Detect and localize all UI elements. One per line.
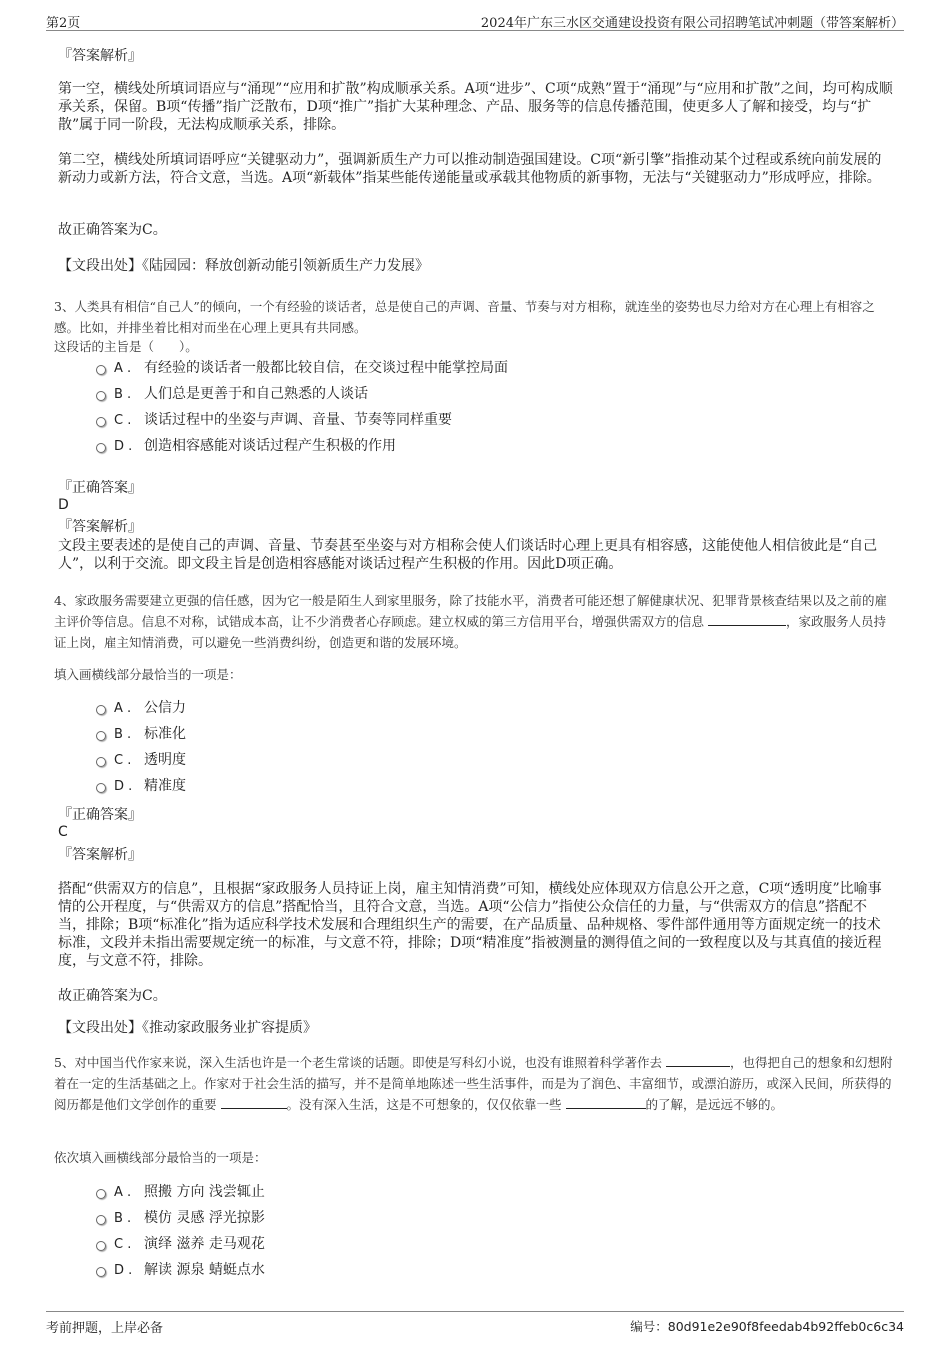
q4-conclusion: 故正确答案为C。 [58, 988, 167, 1004]
radio-icon[interactable] [96, 1267, 106, 1277]
document-id: 编号：80d91e2e90f8feedab4b92ffeb0c6c34 [630, 1319, 904, 1334]
q2-conclusion: 故正确答案为C。 [58, 222, 167, 238]
option-letter: C . [114, 753, 132, 768]
q5-option-a[interactable] [96, 1182, 265, 1202]
radio-icon[interactable] [96, 1241, 106, 1251]
radio-icon[interactable] [96, 1215, 106, 1225]
q5-prompt: 依次填入画横线部分最恰当的一项是： [54, 1150, 267, 1165]
q4-stem-part1: 4、家政服务需要建立更强的信任感，因为它一般是陌生人到家里服务，除了技能水平，消费者可能还想了解健康状况、犯罪背景核查结果以及之前的雇主评价等信息。信息不对称，试错成本高，让不少消费者心存顾虑。建立权威的第三方信用平台，增强供需双方的信息 [54, 593, 887, 629]
option-letter: B . [114, 1211, 132, 1226]
q5-option-d[interactable] [96, 1260, 265, 1280]
q5-stem-d: 的了解，是远远不够的。 [645, 1097, 784, 1112]
option-text: 创造相容感能对谈话过程产生积极的作用 [144, 438, 396, 454]
q4-analysis-label: 『答案解析』 [58, 847, 142, 863]
q4-option-b[interactable] [96, 724, 186, 744]
option-letter: A . [114, 1185, 132, 1200]
document-title: 2024年广东三水区交通建设投资有限公司招聘笔试冲刺题（带答案解析） [480, 16, 904, 31]
q5-option-b[interactable] [96, 1208, 265, 1228]
q5-stem-b: ，也得把自己的想象和幻想附着在一定的生活基础之上。作家对于社会生活的描写，并不是简单地陈述一些生活事件，而是为了润色、丰富细节，或漂泊游历，或深入民间，所获得的阅历都是他们文学创作的重要 [54, 1055, 893, 1112]
q3-correct-answer: D [58, 497, 69, 513]
option-text: 人们总是更善于和自己熟悉的人谈话 [144, 386, 368, 402]
option-text: 精准度 [144, 778, 186, 794]
q5-stem [54, 1052, 896, 1115]
q3-correct-label: 『正确答案』 [58, 480, 142, 496]
q4-analysis: 搭配“供需双方的信息”，且根据“家政服务人员持证上岗，雇主知情消费”可知，横线处应体现双方信息公开之意，C项“透明度”比喻事情的公开程度，与“供需双方的信息”搭配恰当，且符合文意，当选。A项“公信力”指使公众信任的力量，与“供需双方的信息”搭配不当，排除；B项“标准化”指为适应科学技术发展和合理组织生产的需要，在产品质量、品种规格、零件部件通用等方面规定统一的技术标准，文段并未指出需要规定统一的标准，与文意不符，排除；D项“精准度”指被测量的测得值之间的一致程度以及与其真值的接近程度，与文意不符，排除。 [58, 881, 882, 969]
option-text: 公信力 [144, 700, 186, 716]
radio-icon[interactable] [96, 731, 106, 741]
option-letter: D . [114, 779, 133, 794]
q2-source: 【文段出处】《陆园园：释放创新动能引领新质生产力发展》 [58, 258, 429, 274]
q4-option-c[interactable] [96, 750, 186, 770]
radio-icon[interactable] [96, 443, 106, 453]
radio-icon[interactable] [96, 1189, 106, 1199]
option-letter: C . [114, 413, 132, 428]
q4-stem [54, 590, 896, 653]
option-text: 有经验的谈话者一般都比较自信，在交谈过程中能掌控局面 [144, 360, 508, 376]
footer-slogan: 考前押题，上岸必备 [46, 1321, 164, 1336]
q3-option-a[interactable] [96, 358, 508, 378]
radio-icon[interactable] [96, 365, 106, 375]
q2-analysis-para1: 第一空，横线处所填词语应与“涌现”“应用和扩散”构成顺承关系。A项“进步”、C项“成熟”置于“涌现”与“应用和扩散”之间，均可构成顺承关系，保留。B项“传播”指广泛散布，D项“推广”指扩大某种理念、产品、服务等的信息传播范围，使更多人了解和接受，均与“扩散”属于同一阶段，无法构成顺承关系，排除。 [58, 81, 893, 133]
radio-icon[interactable] [96, 417, 106, 427]
option-letter: D . [114, 439, 133, 454]
q4-correct-answer: C [58, 824, 68, 840]
radio-icon[interactable] [96, 705, 106, 715]
option-letter: C . [114, 1237, 132, 1252]
option-text: 解读 源泉 蜻蜓点水 [144, 1262, 265, 1278]
q4-correct-label: 『正确答案』 [58, 807, 142, 823]
q2-analysis-para2: 第二空，横线处所填词语呼应“关键驱动力”，强调新质生产力可以推动制造强国建设。C项“新引擎”指推动某个过程或系统向前发展的新动力或新方法，符合文意，当选。A项“新载体”指某些能传递能量或承载其他物质的新事物，无法与“关键驱动力”形成呼应，排除。 [58, 152, 882, 186]
option-letter: D . [114, 1263, 133, 1278]
option-text: 谈话过程中的坐姿与声调、音量、节奏等同样重要 [144, 412, 452, 428]
page-footer [46, 1311, 904, 1336]
radio-icon[interactable] [96, 391, 106, 401]
q5-option-c[interactable] [96, 1234, 265, 1254]
q5-blank-1 [666, 1053, 730, 1067]
q4-source: 【文段出处】《推动家政服务业扩容提质》 [58, 1020, 317, 1036]
q2-analysis-label: 『答案解析』 [58, 48, 142, 64]
q4-blank [708, 612, 786, 626]
q5-blank-3 [566, 1095, 646, 1109]
option-text: 标准化 [144, 726, 186, 742]
q3-option-b[interactable] [96, 384, 368, 404]
option-text: 照搬 方向 浅尝辄止 [144, 1184, 265, 1200]
option-text: 演绎 滋养 走马观花 [144, 1236, 265, 1252]
option-letter: A . [114, 361, 132, 376]
q5-blank-2 [221, 1095, 287, 1109]
option-letter: B . [114, 387, 132, 402]
option-letter: B . [114, 727, 132, 742]
q3-analysis-label: 『答案解析』 [58, 519, 142, 535]
radio-icon[interactable] [96, 783, 106, 793]
q3-option-c[interactable] [96, 410, 452, 430]
q4-prompt: 填入画横线部分最恰当的一项是： [54, 667, 242, 682]
q3-analysis: 文段主要表述的是使自己的声调、音量、节奏甚至坐姿与对方相称会使人们谈话时心理上更具有相容感，这能使他人相信彼此是“自己人”，以利于交流。即文段主旨是创造相容感能对谈话过程产生积极的作用。因此D项正确。 [58, 538, 878, 572]
q5-stem-a: 5、对中国当代作家来说，深入生活也许是一个老生常谈的话题。即使是写科幻小说，也没有谁照着科学著作去 [54, 1055, 662, 1070]
q3-prompt: 这段话的主旨是（ ）。 [54, 339, 198, 354]
radio-icon[interactable] [96, 757, 106, 767]
option-letter: A . [114, 701, 132, 716]
option-text: 模仿 灵感 浮光掠影 [144, 1210, 265, 1226]
q4-option-d[interactable] [96, 776, 186, 796]
page-number: 第2页 [46, 16, 81, 31]
q5-stem-c: 。没有深入生活，这是不可想象的，仅仅依靠一些 [286, 1097, 562, 1112]
q3-option-d[interactable] [96, 436, 396, 456]
page-header [46, 10, 904, 31]
q4-stem-part2: ，家政服务人员持证上岗，雇主知情消费，可以避免一些消费纠纷，创造更和谐的发展环境。 [54, 614, 887, 650]
q3-stem: 3、人类具有相信“自己人”的倾向，一个有经验的谈话者，总是使自己的声调、音量、节奏与对方相称，就连坐的姿势也尽力给对方在心理上有相容之感。比如，并排坐着比相对而坐在心理上更具有共同感。 [54, 299, 875, 335]
option-text: 透明度 [144, 752, 186, 768]
q4-option-a[interactable] [96, 698, 186, 718]
